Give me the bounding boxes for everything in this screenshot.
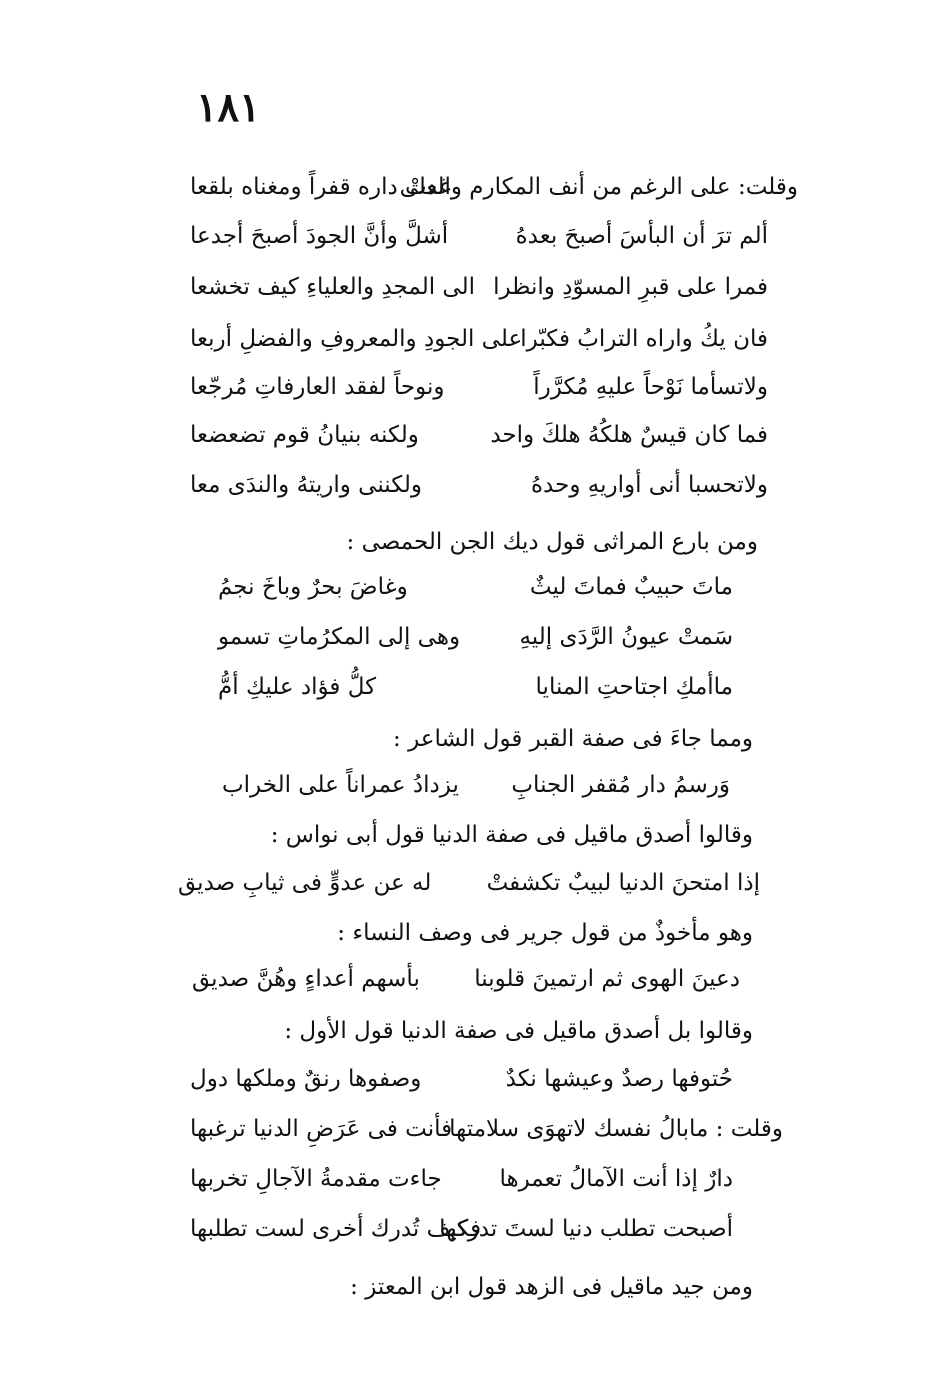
verse-second-hemistich: يزدادُ عمراناً على الخراب	[222, 772, 459, 798]
verse-second-hemistich: غدتْ داره قفراً ومغناه بلقعا	[190, 174, 451, 200]
verse-second-hemistich: ونوحاً لفقد العارفاتِ مُرجّعا	[190, 374, 445, 400]
verse-second-hemistich: بأسهم أعداءٍ وهُنَّ صديق	[192, 966, 420, 992]
prose-line: ومن جيد ماقيل فى الزهد قول ابن المعتز :	[350, 1274, 753, 1300]
verse-first-hemistich: دارٌ إذا أنت الآمالُ تعمرها	[499, 1166, 733, 1192]
verse-line	[0, 962, 938, 1002]
verse-line	[0, 768, 938, 808]
verse-first-hemistich: ألم ترَ أن البأسَ أصبحَ بعدهُ	[515, 223, 768, 249]
verse-line	[0, 370, 938, 410]
verse-line	[0, 670, 938, 710]
verse-second-hemistich: وصفوها رنقٌ وملكها دول	[190, 1066, 422, 1092]
verse-first-hemistich: وقلت : مابالُ نفسك لاتهوَى سلامتها	[449, 1116, 783, 1142]
verse-second-hemistich: له عن عدوٍّ فى ثيابِ صديق	[178, 870, 432, 896]
verse-first-hemistich: فمرا على قبرِ المسوّدِ وانظرا	[493, 274, 768, 300]
verse-first-hemistich: إذا امتحنَ الدنيا لبيبٌ تكشفتْ	[486, 870, 760, 896]
verse-second-hemistich: الى المجدِ والعلياءِ كيف تخشعا	[190, 274, 475, 300]
verse-second-hemistich: وهى إلى المكرُماتِ تسمو	[218, 624, 461, 650]
verse-line	[0, 322, 938, 362]
prose-line: وقالوا بل أصدق ماقيل فى صفة الدنيا قول الأول :	[284, 1018, 753, 1044]
verse-second-hemistich: جاءت مقدمةُ الآجالِ تخربها	[190, 1166, 442, 1192]
verse-first-hemistich: وَرسمُ دار مُقفر الجنابِ	[511, 772, 730, 798]
verse-line	[0, 468, 938, 508]
verse-second-hemistich: فأنت فى عَرَضِ الدنيا ترغبها	[190, 1116, 453, 1142]
verse-second-hemistich: كلُّ فؤاد عليكِ أمُّ	[218, 674, 377, 700]
verse-line	[0, 1112, 938, 1152]
verse-first-hemistich: أصبحت تطلب دنيا لستَ تدركها	[439, 1216, 733, 1242]
verse-first-hemistich: فان يكُ واراه الترابُ فكبّرا	[520, 326, 768, 352]
verse-first-hemistich: وقلت: على الرغم من أنف المكارم والعلى	[399, 174, 798, 200]
verse-first-hemistich: ولاتحسبا أنى أواريهِ وحدهُ	[530, 472, 768, 498]
verse-second-hemistich: أشلَّ وأنَّ الجودَ أصبحَ أجدعا	[190, 223, 449, 249]
verse-line	[0, 1212, 938, 1252]
verse-line	[0, 1162, 938, 1202]
prose-line: ومما جاءَ فى صفة القبر قول الشاعر :	[393, 726, 753, 752]
verse-line	[0, 866, 938, 906]
verse-first-hemistich: سَمتْ عيونُ الرَّدَى إليهِ	[519, 624, 733, 650]
verse-first-hemistich: دعينَ الهوى ثم ارتمينَ قلوبنا	[474, 966, 740, 992]
verse-second-hemistich: على الجودِ والمعروفِ والفضلِ أربعا	[190, 326, 523, 352]
verse-first-hemistich: ولاتسأما نَوْحاً عليهِ مُكرَّراً	[533, 374, 768, 400]
verse-first-hemistich: فما كان قيسٌ هلكُهُ هلكَ واحد	[490, 422, 768, 448]
verse-line	[0, 219, 938, 259]
prose-line: وقالوا أصدق ماقيل فى صفة الدنيا قول أبى نواس :	[270, 822, 753, 848]
verse-line	[0, 570, 938, 610]
verse-second-hemistich: ولكنه بنيانُ قوم تضعضعا	[190, 422, 419, 448]
verse-first-hemistich: حُتوفها رصدٌ وعيشها نكدٌ	[505, 1066, 733, 1092]
verse-line	[0, 1062, 938, 1102]
verse-line	[0, 418, 938, 458]
verse-line	[0, 620, 938, 660]
prose-line: ومن بارع المراثى قول ديك الجن الحمصى :	[346, 529, 758, 555]
verse-second-hemistich: ولكننى واريتهُ والندَى معا	[190, 472, 423, 498]
verse-line	[0, 170, 938, 210]
prose-line: وهو مأخوذٌ من قول جرير فى وصف النساء :	[337, 920, 753, 946]
verse-line	[0, 270, 938, 310]
verse-second-hemistich: فكيف تُدرك أخرى لست تطلبها	[190, 1216, 482, 1242]
verse-second-hemistich: وغاضَ بحرٌ وباخَ نجمُ	[218, 574, 408, 600]
page-number: ١٨١	[196, 84, 261, 131]
verse-first-hemistich: ماتَ حبيبٌ فماتَ ليثٌ	[529, 574, 733, 600]
verse-first-hemistich: ماأمكِ اجتاحتِ المنايا	[535, 674, 733, 700]
